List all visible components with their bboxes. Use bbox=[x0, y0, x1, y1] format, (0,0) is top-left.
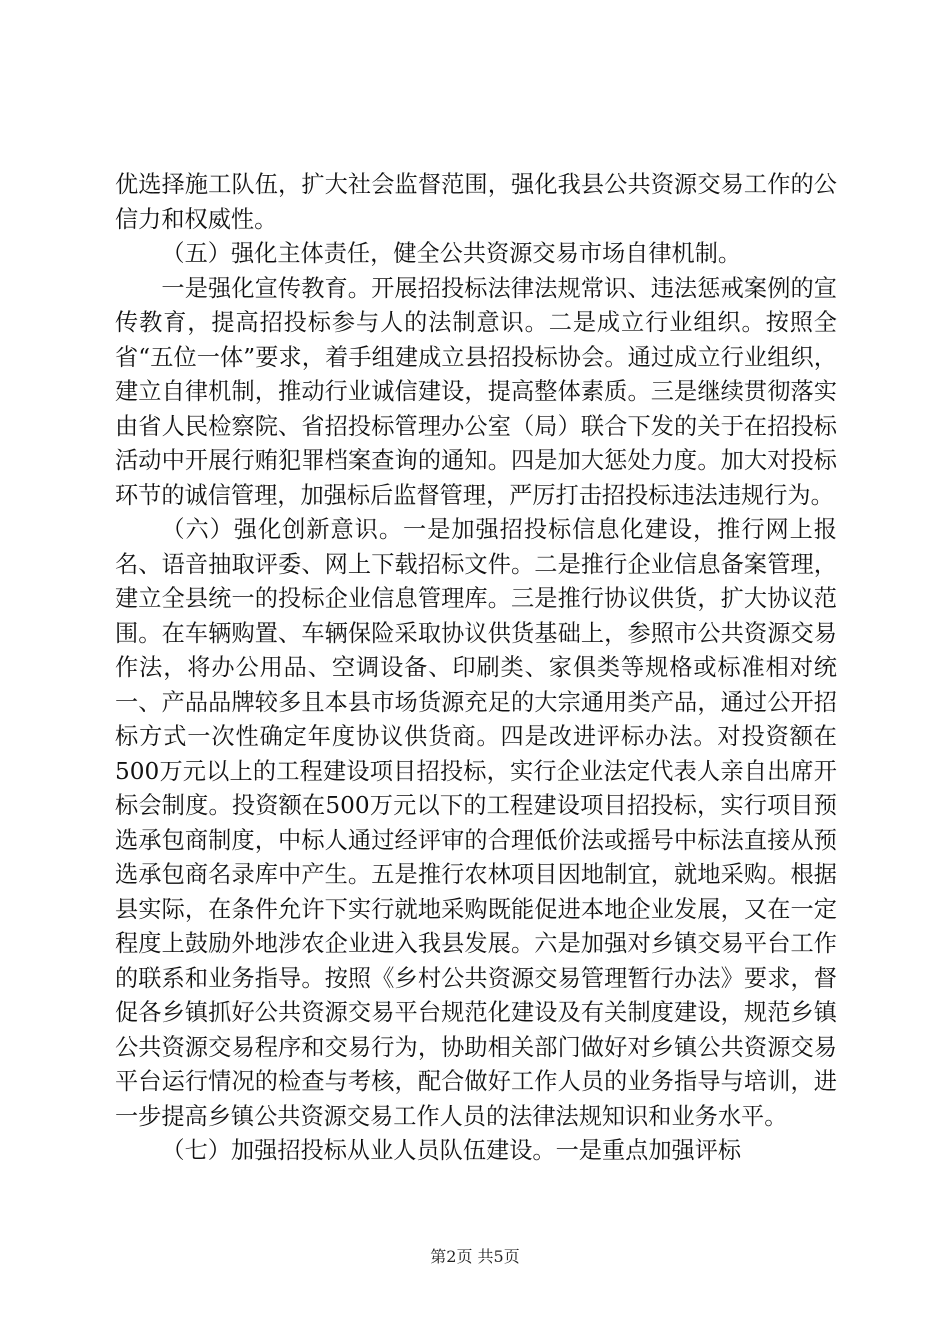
paragraph-continuation: 优选择施工队伍，扩大社会监督范围，强化我县公共资源交易工作的公信力和权威性。 bbox=[115, 171, 837, 233]
page-number-footer: 第2页 共5页 bbox=[430, 1247, 520, 1266]
paragraph-section-5-body: 一是强化宣传教育。开展招投标法律法规常识、违法惩戒案例的宣传教育，提高招投标参与人的法制意识。二是成立行业组织。按照全省“五位一体”要求，着手组建成立县招投标协会。通过成立行业组织，建立自律机制，推动行业诚信建设，提高整体素质。三是继续贯彻落实由省人民检察院、省招投标管理办公室（局）联合下发的关于在招投标活动中开展行贿犯罪档案查询的通知。四是加大惩处力度。加大对投标环节的诚信管理，加强标后监督管理，严厉打击招投标违法违规行为。 bbox=[115, 274, 837, 509]
document-body bbox=[115, 168, 837, 1169]
paragraph-section-5-heading: （五）强化主体责任，健全公共资源交易市场自律机制。 bbox=[161, 240, 742, 267]
paragraph-section-6: （六）强化创新意识。一是加强招投标信息化建设，推行网上报名、语音抽取评委、网上下载招标文件。二是推行企业信息备案管理，建立全县统一的投标企业信息管理库。三是推行协议供货，扩大协议范围。在车辆购置、车辆保险采取协议供货基础上，参照市公共资源交易作法，将办公用品、空调设备、印刷类、家俱类等规格或标准相对统一、产品品牌较多且本县市场货源充足的大宗通用类产品，通过公开招标方式一次性确定年度协议供货商。四是改进评标办法。对投资额在500万元以上的工程建设项目招投标，实行企业法定代表人亲自出席开标会制度。投资额在500万元以下的工程建设项目招投标，实行项目预选承包商制度，中标人通过经评审的合理低价法或摇号中标法直接从预选承包商名录库中产生。五是推行农林项目因地制宜，就地采购。根据县实际，在条件允许下实行就地采购既能促进本地企业发展，又在一定程度上鼓励外地涉农企业进入我县发展。六是加强对乡镇交易平台工作的联系和业务指导。按照《乡村公共资源交易管理暂行办法》要求，督促各乡镇抓好公共资源交易平台规范化建设及有关制度建设，规范乡镇公共资源交易程序和交易行为，协助相关部门做好对乡镇公共资源交易平台运行情况的检查与考核，配合做好工作人员的业务指导与培训，进一步提高乡镇公共资源交易工作人员的法律法规知识和业务水平。 bbox=[115, 516, 837, 1130]
paragraph-section-7: （七）加强招投标从业人员队伍建设。一是重点加强评标 bbox=[161, 1137, 742, 1164]
